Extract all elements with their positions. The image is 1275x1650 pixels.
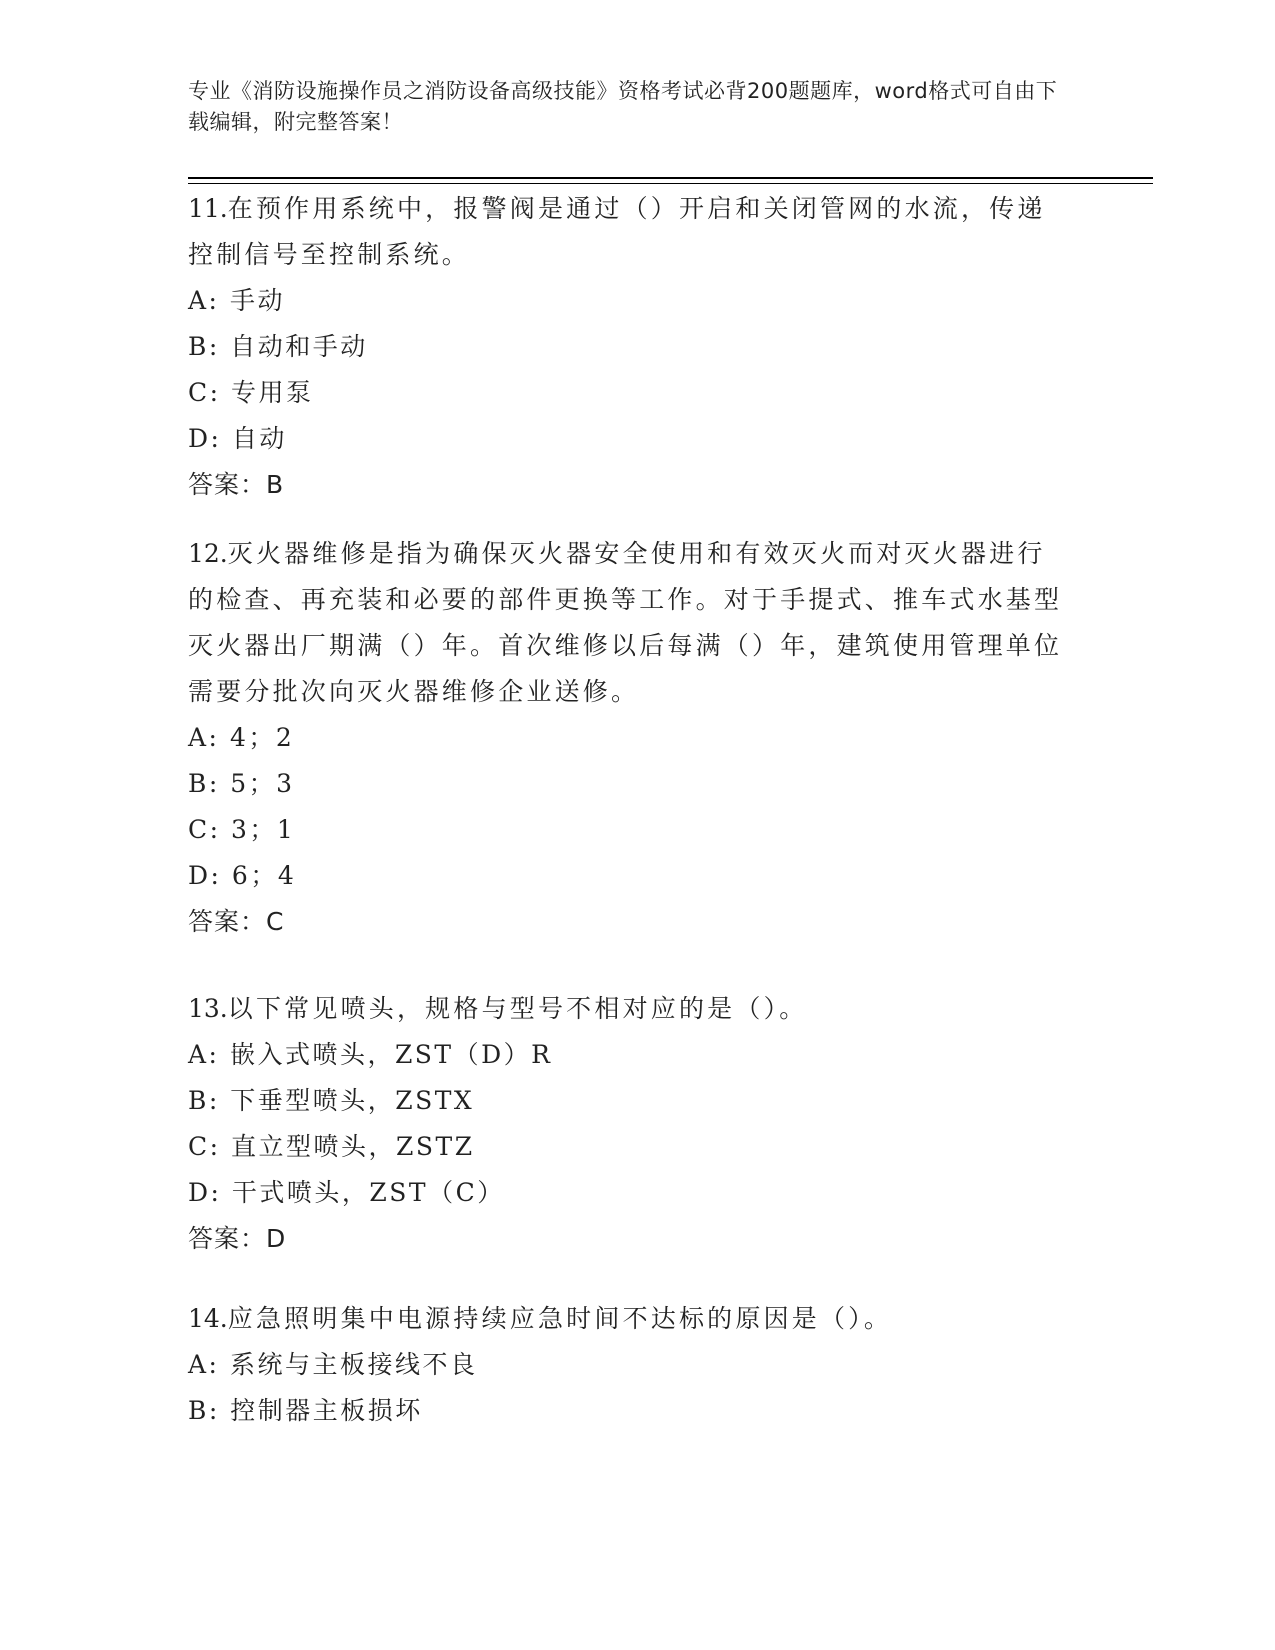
option-label: A:	[188, 1040, 220, 1069]
option-c	[188, 807, 1068, 853]
option-d	[188, 416, 1068, 462]
option-label: A:	[188, 286, 220, 315]
option-a	[188, 1032, 1068, 1078]
answer-line: 答案：B	[188, 470, 285, 499]
question-number: 12.	[188, 539, 228, 568]
option-text: 专用泵	[231, 378, 314, 407]
option-b	[188, 761, 1068, 807]
option-text: 5；3	[230, 769, 295, 798]
option-a	[188, 278, 1068, 324]
option-label: C:	[188, 815, 221, 844]
question-stem	[188, 1296, 1068, 1342]
question-stem	[188, 531, 1068, 715]
option-label: A:	[188, 1350, 220, 1379]
option-c	[188, 370, 1068, 416]
question-text: 以下常见喷头，规格与型号不相对应的是（）。	[227, 994, 808, 1023]
option-text: 6；4	[231, 861, 297, 890]
option-label: C:	[188, 378, 221, 407]
question-number: 13.	[188, 994, 228, 1023]
question-13	[188, 986, 1068, 1262]
option-text: 自动和手动	[230, 332, 368, 361]
option-d	[188, 1170, 1068, 1216]
question-text: 灭火器维修是指为确保灭火器安全使用和有效灭火而对灭火器进行的检查、再充装和必要的部件更换等工作。对于手提式、推车式水基型灭火器出厂期满（）年。首次维修以后每满（）年，建筑使用管理单位需要分批次向灭火器维修企业送修。	[188, 539, 1063, 706]
question-number: 14.	[188, 1304, 228, 1333]
answer-line: 答案：C	[188, 907, 285, 936]
option-text: 4；2	[229, 723, 295, 752]
option-b	[188, 324, 1068, 370]
question-text: 应急照明集中电源持续应急时间不达标的原因是（）。	[227, 1304, 893, 1333]
option-a	[188, 715, 1068, 761]
question-text: 在预作用系统中，报警阀是通过（）开启和关闭管网的水流，传递控制信号至控制系统。	[188, 194, 1046, 269]
option-text: 干式喷头，ZST（C）	[231, 1178, 505, 1207]
option-text: 嵌入式喷头，ZST（D）R	[229, 1040, 553, 1069]
option-b	[188, 1388, 1068, 1434]
question-14	[188, 1296, 1068, 1434]
option-text: 系统与主板接线不良	[229, 1350, 478, 1379]
question-number: 11.	[188, 194, 228, 223]
option-text: 直立型喷头，ZSTZ	[231, 1132, 475, 1161]
question-12	[188, 531, 1068, 945]
question-stem	[188, 986, 1068, 1032]
question-11	[188, 186, 1068, 508]
option-text: 控制器主板损坏	[230, 1396, 423, 1425]
option-c	[188, 1124, 1068, 1170]
answer-line: 答案：D	[188, 1224, 287, 1253]
option-b	[188, 1078, 1068, 1124]
option-label: A:	[188, 723, 220, 752]
question-stem	[188, 186, 1068, 278]
option-label: B:	[188, 332, 220, 361]
option-label: D:	[188, 1178, 222, 1207]
option-text: 下垂型喷头，ZSTX	[230, 1086, 475, 1115]
option-label: B:	[188, 1086, 220, 1115]
option-label: D:	[188, 861, 222, 890]
option-label: C:	[188, 1132, 221, 1161]
header-divider-thin	[188, 183, 1153, 184]
option-label: B:	[188, 769, 220, 798]
option-text: 3；1	[231, 815, 296, 844]
header-divider-thick	[188, 177, 1153, 179]
document-intro: 专业《消防设施操作员之消防设备高级技能》资格考试必背200题题库，word格式可自由下载编辑，附完整答案！	[188, 79, 1058, 134]
option-label: D:	[188, 424, 222, 453]
option-d	[188, 853, 1068, 899]
option-text: 手动	[229, 286, 285, 315]
option-a	[188, 1342, 1068, 1388]
option-text: 自动	[231, 424, 287, 453]
option-label: B:	[188, 1396, 220, 1425]
